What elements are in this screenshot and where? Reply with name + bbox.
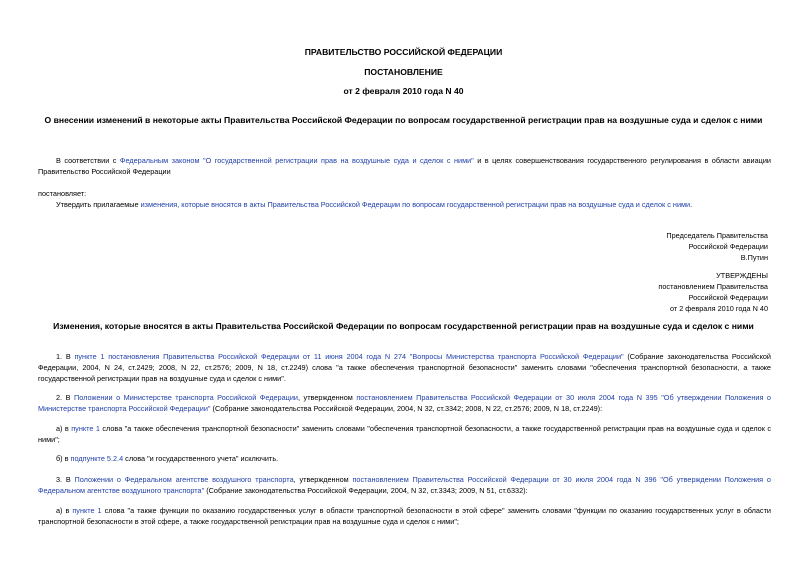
subpoint-524-link[interactable]: подпункте 5.2.4 [70,454,124,463]
item-2a-point-link[interactable]: пункте 1 [71,424,100,433]
decree-395-link[interactable]: постановлением Правительства Российской Федерации от 30 июля 2004 года N 395 "Об утверждении Положения о Министерстве транспорта Российской Федерации" [38,393,771,413]
ministry-regulation-link[interactable]: Положении о Министерстве транспорта Российской Федерации [73,393,299,402]
changes-title: Изменения, которые вносятся в акты Правительства Российской Федерации по вопросам государственной регистрации прав на воздушные суда и сделок с ними [53,321,754,331]
item-2b: б) в подпункте 5.2.4 слова "и государственного учета" исключить. [56,454,279,463]
decree-396-link[interactable]: постановлением Правительства Российской Федерации от 30 июля 2004 года N 396 "Об утверждении Положения о Федеральном агентстве воздушного транспорта" [38,475,771,495]
preamble-paragraph: В соответствии с Федеральным законом "О государственной регистрации прав на воздушные суда и сделок с ними" и в целях совершенствования государственного регулирования в области авиации Правительство Российской Федерации [38,156,771,176]
agency-regulation-link[interactable]: Положении о Федеральном агентстве воздушного транспорта [74,475,294,484]
item-3a-point-link[interactable]: пункте 1 [72,506,102,515]
item-2: 2. В Положении о Министерстве транспорта Российской Федерации, утвержденном постановлением Правительства Российской Федерации от 30 июля 2004 года N 395 "Об утверждении Положения о Министерстве транспорта Российской Федерации" (Собрание законодательства Российской Федерации, 2004, N 32, ст.3342; 2008, N 22, ст.2576; 2009, N 18, ст.2249): [38,393,771,413]
decree-274-link[interactable]: пункте 1 постановления Правительства Российской Федерации от 11 июня 2004 года N 274 "Вопросы Министерства транспорта Российской Федерации" [74,352,624,361]
government-heading: ПРАВИТЕЛЬСТВО РОССИЙСКОЙ ФЕДЕРАЦИИ [304,47,503,57]
signature-block: Председатель Правительства Российской Федерации В.Путин [666,231,768,262]
item-2a: а) в пункте 1 слова "а также обеспечения транспортной безопасности" заменить словами "обеспечения транспортной безопасности, а также государственной регистрации прав на воздушные суда и сделок с ними"; [38,424,771,444]
resolves-text: постановляет: [38,189,87,198]
changes-link[interactable]: изменения, которые вносятся в акты Правительства Российской Федерации по вопросам государственной регистрации прав на воздушные суда и сделок с ними [140,200,691,209]
federal-law-link[interactable]: Федеральным законом "О государственной регистрации прав на воздушные суда и сделок с ними" [119,156,474,165]
item-3a: а) в пункте 1 слова "а также функции по оказанию государственных услуг в области транспортной безопасности в этой сфере" заменить словами "функции по оказанию государственных услуг в области транспортной безопасности в этой сфере, а также государственной регистрации прав на воздушные суда и сделок с ними"; [38,506,772,526]
document-date: от 2 февраля 2010 года N 40 [343,86,464,96]
document-type: ПОСТАНОВЛЕНИЕ [364,67,443,77]
approve-paragraph: Утвердить прилагаемые изменения, которые вносятся в акты Правительства Российской Федерации по вопросам государственной регистрации прав на воздушные суда и сделок с ними. [56,200,693,209]
item-3: 3. В Положении о Федеральном агентстве воздушного транспорта, утвержденном постановлением Правительства Российской Федерации от 30 июля 2004 года N 396 "Об утверждении Положения о Федеральном агентстве воздушного транспорта" (Собрание законодательства Российской Федерации, 2004, N 32, ст.3343; 2009, N 51, ст.6332): [38,475,771,495]
approved-block: УТВЕРЖДЕНЫ постановлением Правительства Российской Федерации от 2 февраля 2010 года N 40 [658,271,768,313]
item-1: 1. В пункте 1 постановления Правительства Российской Федерации от 11 июня 2004 года N 274 "Вопросы Министерства транспорта Российской Федерации" (Собрание законодательства Российской Федерации, 2004, N 24, ст.2429; 2008, N 22, ст.2576; 2009, N 18, ст.2249) слова "а также обеспечения транспортной безопасности" заменить словами "обеспечения транспортной безопасности, а также государственной регистрации прав на воздушные суда и сделок с ними". [38,352,771,383]
document-title: О внесении изменений в некоторые акты Правительства Российской Федерации по вопросам государственной регистрации прав на воздушные суда и сделок с ними [44,115,763,125]
